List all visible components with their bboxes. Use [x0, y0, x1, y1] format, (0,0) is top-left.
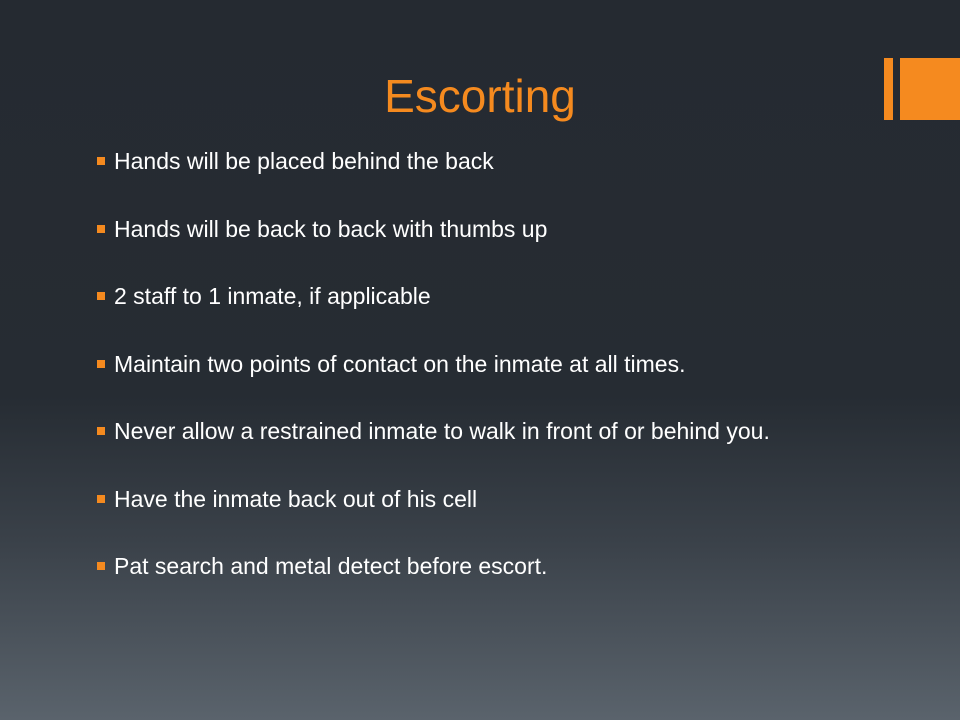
bullet-text: Have the inmate back out of his cell [114, 485, 478, 512]
bullet-text: Pat search and metal detect before escort. [114, 553, 548, 579]
bullet-text: 2 staff to 1 inmate, if applicable [114, 283, 431, 309]
list-item [96, 412, 936, 480]
list-item [96, 210, 936, 278]
list-item [96, 277, 936, 345]
decoration-bar [884, 58, 893, 120]
list-item [96, 480, 936, 548]
bullet-list [96, 142, 936, 615]
list-item [96, 142, 936, 210]
bullet-text: Maintain two points of contact on the inmate at all times. [114, 350, 686, 377]
square-bullet-icon [97, 562, 105, 570]
square-bullet-icon [97, 360, 105, 368]
square-bullet-icon [97, 495, 105, 503]
decoration-block [900, 58, 960, 120]
square-bullet-icon [97, 157, 105, 165]
square-bullet-icon [97, 225, 105, 233]
bullet-text: Never allow a restrained inmate to walk in front of or behind you. [114, 418, 770, 444]
bullet-text: Hands will be back to back with thumbs up [114, 215, 548, 242]
square-bullet-icon [97, 292, 105, 300]
square-bullet-icon [97, 427, 105, 435]
list-item [96, 345, 936, 413]
list-item [96, 547, 936, 615]
slide-title: Escorting [384, 70, 576, 122]
bullet-text: Hands will be placed behind the back [114, 148, 494, 174]
